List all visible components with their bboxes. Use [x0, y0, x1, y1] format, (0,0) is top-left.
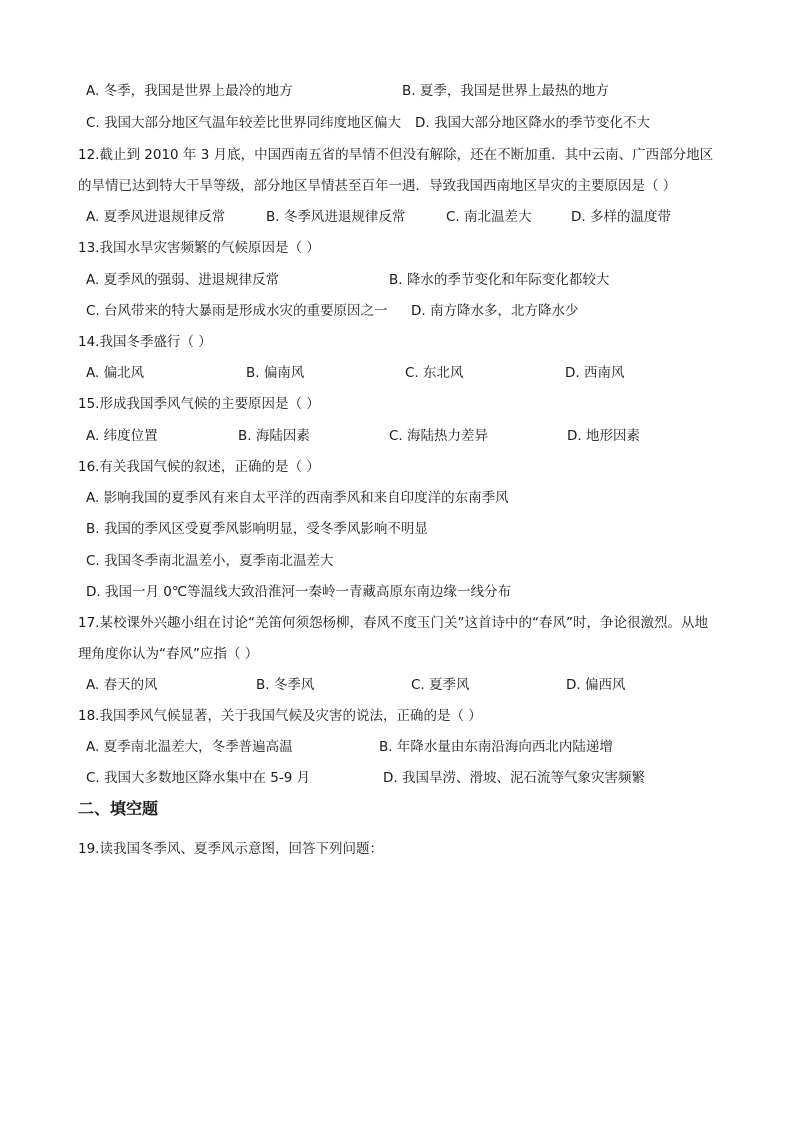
q12-option-a: A. 夏季风进退规律反常 — [86, 209, 226, 225]
q12-option-d: D. 多样的温度带 — [571, 209, 671, 225]
q19-text: 19.读我国冬季风、夏季风示意图，回答下列问题： — [78, 841, 383, 857]
q15-option-c: C. 海陆热力差异 — [389, 428, 489, 444]
q15-text: 15.形成我国季风气候的主要原因是（ ） — [78, 396, 320, 412]
q14-option-a: A. 偏北风 — [86, 365, 145, 381]
q13-option-d: D. 南方降水多，北方降水少 — [411, 303, 579, 319]
q16-option-d: D. 我国一月 0℃等温线大致沿淮河一秦岭一青藏高原东南边缘一线分布 — [86, 584, 512, 600]
q11-option-c: C. 我国大部分地区气温年较差比世界同纬度地区偏大 — [86, 115, 402, 131]
q18-option-b: B. 年降水量由东南沿海向西北内陆递增 — [379, 739, 613, 755]
q11-option-a: A. 冬季，我国是世界上最冷的地方 — [86, 83, 293, 99]
q14-option-b: B. 偏南风 — [246, 365, 305, 381]
section-title-fill-in: 二、填空题 — [78, 799, 159, 818]
q18-option-a: A. 夏季南北温差大，冬季普遍高温 — [86, 739, 293, 755]
q17-option-b: B. 冬季风 — [256, 677, 315, 693]
q17-text-line2: 理角度你认为“春风”应指（ ） — [78, 646, 259, 662]
q14-option-d: D. 西南风 — [565, 365, 625, 381]
q14-text: 14.我国冬季盛行（ ） — [78, 334, 212, 350]
q16-text: 16.有关我国气候的叙述，正确的是（ ） — [78, 459, 320, 475]
q11-option-b: B. 夏季，我国是世界上最热的地方 — [402, 83, 609, 99]
q18-option-d: D. 我国旱涝、滑坡、泥石流等气象灾害频繁 — [383, 770, 645, 786]
q11-option-d: D. 我国大部分地区降水的季节变化不大 — [415, 115, 650, 131]
q16-option-b: B. 我国的季风区受夏季风影响明显，受冬季风影响不明显 — [86, 521, 428, 537]
q12-option-b: B. 冬季风进退规律反常 — [266, 209, 406, 225]
q18-text: 18.我国季风气候显著，关于我国气候及灾害的说法，正确的是（ ） — [78, 708, 482, 724]
q16-option-c: C. 我国冬季南北温差小，夏季南北温差大 — [86, 553, 334, 569]
q15-option-d: D. 地形因素 — [567, 428, 640, 444]
q15-option-a: A. 纬度位置 — [86, 428, 158, 444]
q17-option-a: A. 春天的风 — [86, 677, 158, 693]
q12-option-c: C. 南北温差大 — [446, 209, 532, 225]
q17-option-c: C. 夏季风 — [411, 677, 470, 693]
q17-option-d: D. 偏西风 — [566, 677, 626, 693]
q13-option-a: A. 夏季风的强弱、进退规律反常 — [86, 272, 280, 288]
q12-text-line2: 的旱情已达到特大干旱等级，部分地区旱情甚至百年一遇．导致我国西南地区旱灾的主要原因是（ ） — [78, 178, 677, 194]
q13-text: 13.我国水旱灾害频繁的气候原因是（ ） — [78, 240, 320, 256]
q13-option-b: B. 降水的季节变化和年际变化都较大 — [389, 272, 610, 288]
q12-text-line1: 12.截止到 2010 年 3 月底，中国西南五省的旱情不但没有解除，还在不断加重．其中云南、广西部分地区 — [78, 147, 714, 163]
q13-option-c: C. 台风带来的特大暴雨是形成水灾的重要原因之一 — [86, 303, 388, 319]
q15-option-b: B. 海陆因素 — [238, 428, 310, 444]
q18-option-c: C. 我国大多数地区降水集中在 5-9 月 — [86, 770, 311, 786]
q14-option-c: C. 东北风 — [405, 365, 464, 381]
q16-option-a: A. 影响我国的夏季风有来自太平洋的西南季风和来自印度洋的东南季风 — [86, 490, 509, 506]
q17-text-line1: 17.某校课外兴趣小组在讨论“羌笛何须怨杨柳，春风不度玉门关”这首诗中的“春风”时，争论很激烈。从地 — [78, 615, 708, 631]
